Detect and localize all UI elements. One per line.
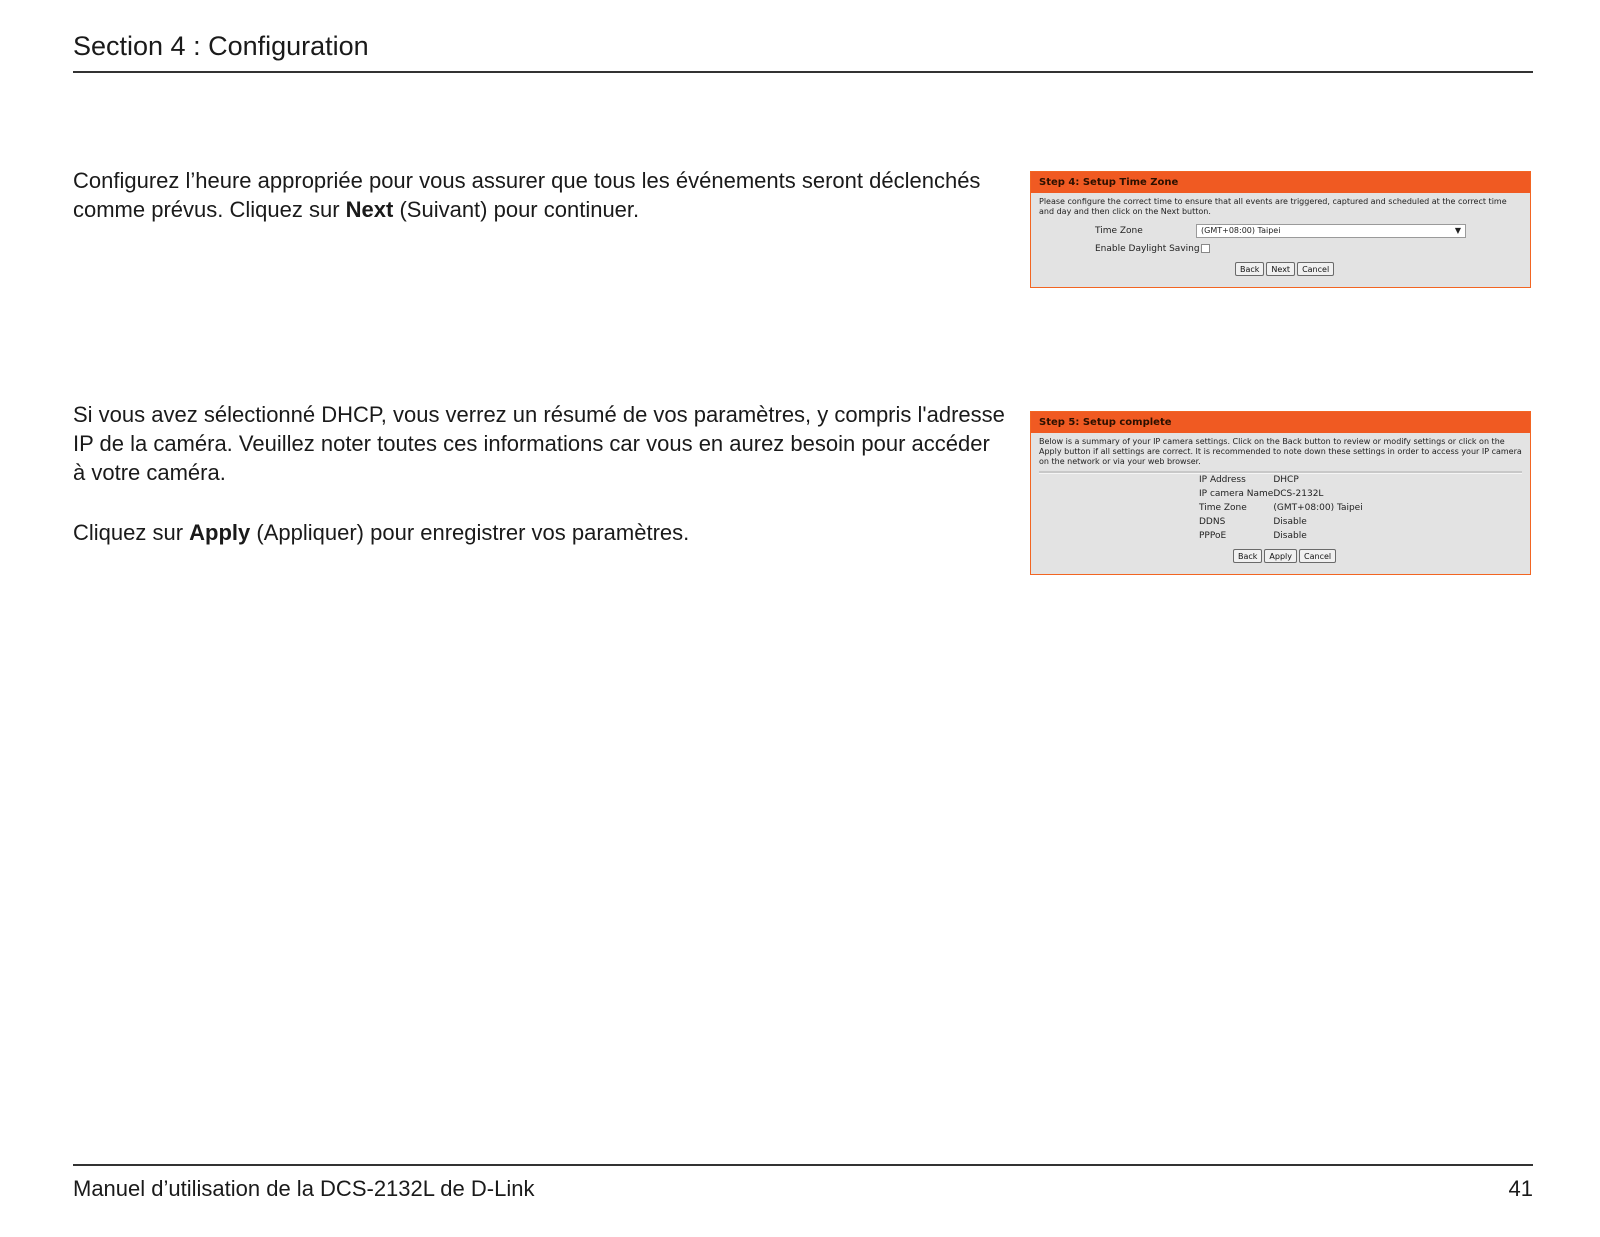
paragraph-text: (Appliquer) pour enregistrer vos paramètres. bbox=[250, 520, 690, 545]
daylight-saving-label: Enable Daylight Saving bbox=[1095, 244, 1200, 254]
paragraph-bold: Next bbox=[345, 197, 394, 222]
summary-value: DHCP bbox=[1273, 475, 1299, 485]
section-title: Section 4 : Configuration bbox=[73, 31, 369, 61]
cancel-button[interactable]: Cancel bbox=[1297, 262, 1334, 276]
summary-value: (GMT+08:00) Taipei bbox=[1273, 503, 1363, 513]
time-zone-label: Time Zone bbox=[1095, 226, 1143, 236]
footer-divider bbox=[73, 1164, 1533, 1166]
summary-value: DCS-2132L bbox=[1273, 489, 1324, 499]
step4-panel bbox=[1030, 171, 1531, 288]
paragraph-text: Configurez l’heure appropriée pour vous assurer que tous les événements seront déclenchés comme prévus. Cliquez sur bbox=[73, 168, 981, 222]
paragraph-bold: Apply bbox=[189, 520, 251, 545]
summary-label: Time Zone bbox=[1199, 503, 1247, 513]
manual-title: Manuel d’utilisation de la DCS-2132L de D-Link bbox=[73, 1176, 535, 1201]
paragraph-apply bbox=[73, 518, 1008, 547]
step5-description: Below is a summary of your IP camera settings. Click on the Back button to review or modify settings or click on the Apply button if all settings are correct. It is recommended to note down these settings in order to access your IP camera on the network or via your web browser. bbox=[1039, 437, 1522, 466]
table-row bbox=[1199, 473, 1363, 487]
table-row bbox=[1199, 487, 1363, 501]
summary-label: DDNS bbox=[1199, 517, 1226, 527]
step4-button-bar bbox=[1235, 262, 1334, 276]
summary-value: Disable bbox=[1273, 531, 1307, 541]
summary-label: IP camera Name bbox=[1199, 489, 1274, 499]
summary-value: Disable bbox=[1273, 517, 1307, 527]
page-number: 41 bbox=[1508, 1176, 1533, 1201]
step5-title: Step 5: Setup complete bbox=[1031, 412, 1530, 433]
paragraph-text: (Suivant) pour continuer. bbox=[393, 197, 640, 222]
time-zone-value: (GMT+08:00) Taipei bbox=[1201, 226, 1281, 235]
apply-button[interactable]: Apply bbox=[1264, 549, 1297, 563]
time-zone-select[interactable] bbox=[1196, 224, 1466, 238]
summary-label: PPPoE bbox=[1199, 531, 1227, 541]
summary-table bbox=[1199, 473, 1363, 543]
daylight-saving-checkbox[interactable] bbox=[1201, 244, 1210, 253]
step4-description: Please configure the correct time to ensure that all events are triggered, captured and scheduled at the correct time and day and then click on the Next button. bbox=[1039, 197, 1507, 216]
step4-title: Step 4: Setup Time Zone bbox=[1031, 172, 1530, 193]
chevron-down-icon: ▼ bbox=[1454, 226, 1461, 235]
header-divider bbox=[73, 71, 1533, 73]
settings-summary bbox=[1199, 473, 1363, 543]
paragraph-text: Cliquez sur bbox=[73, 520, 190, 545]
table-row bbox=[1199, 515, 1363, 529]
paragraph-time-config bbox=[73, 166, 1008, 224]
summary-label: IP Address bbox=[1199, 475, 1246, 485]
back-button[interactable]: Back bbox=[1235, 262, 1264, 276]
table-row bbox=[1199, 501, 1363, 515]
cancel-button[interactable]: Cancel bbox=[1299, 549, 1336, 563]
step5-button-bar bbox=[1233, 549, 1336, 563]
step5-panel bbox=[1030, 411, 1531, 575]
back-button[interactable]: Back bbox=[1233, 549, 1262, 563]
table-row bbox=[1199, 529, 1363, 543]
paragraph-dhcp-summary: Si vous avez sélectionné DHCP, vous verrez un résumé de vos paramètres, y compris l'adresse IP de la caméra. Veuillez noter toutes ces informations car vous en aurez besoin pour accéder à votre caméra. bbox=[73, 402, 1005, 485]
next-button[interactable]: Next bbox=[1266, 262, 1295, 276]
